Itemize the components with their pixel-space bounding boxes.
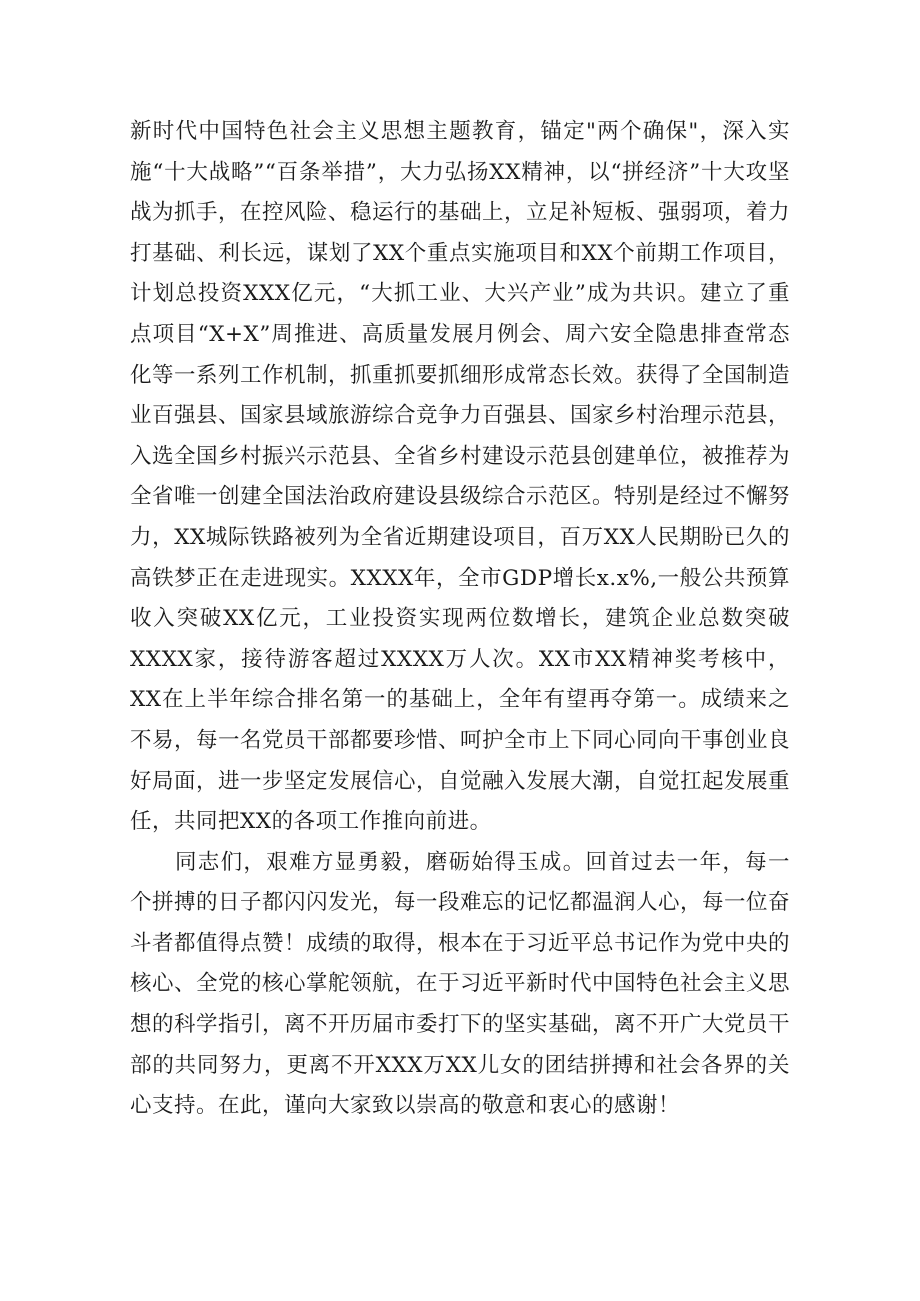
paragraph-thanks: 同志们，艰难方显勇毅，磨砺始得玉成。回首过去一年，每一个拼搏的日子都闪闪发光，每一段难忘的记忆都温润人心，每一位奋斗者都值得点赞！成绩的取得，根本在于习近平总书记作为党中央的核心、全党的核心掌舵领航，在于习近平新时代中国特色社会主义思想的科学指引，离不开历届市委打下的坚实基础，离不开广大党员干部的共同努力，更离不开XXX万XX儿女的团结拼搏和社会各界的关心支持。在此，谨向大家致以崇高的敬意和衷心的感谢！ (130, 849, 791, 1119)
paragraph-continuation: 新时代中国特色社会主义思想主题教育，锚定"两个确保"，深入实施“十大战略”“百条举措”，大力弘扬XX精神，以“拼经济”十大攻坚战为抓手，在控风险、稳运行的基础上，立足补短板、强弱项，着力打基础、利长远，谋划了XX个重点实施项目和XX个前期工作项目，计划总投资XXX亿元，“大抓工业、大兴产业”成为共识。建立了重点项目“X+X”周推进、高质量发展月例会、周六安全隐患排查常态化等一系列工作机制，抓重抓要抓细形成常态长效。获得了全国制造业百强县、国家县域旅游综合竞争力百强县、国家乡村治理示范县，入选全国乡村振兴示范县、全省乡村建设示范县创建单位，被推荐为全省唯一创建全国法治政府建设县级综合示范区。特别是经过不懈努力，XX城际铁路被列为全省近期建设项目，百万XX人民期盼已久的高铁梦正在走进现实。XXXX年，全市GDP增长x.x%,一般公共预算收入突破XX亿元，工业投资实现两位数增长，建筑企业总数突破XXXX家，接待游客超过XXXX万人次。XX市XX精神奖考核中，XX在上半年综合排名第一的基础上，全年有望再夺第一。成绩来之不易，每一名党员干部都要珍惜、呵护全市上下同心同向干事创业良好局面，进一步坚定发展信心，自觉融入发展大潮，自觉扛起发展重任，共同把XX的各项工作推向前进。 (130, 119, 791, 835)
body-text (130, 112, 790, 1127)
